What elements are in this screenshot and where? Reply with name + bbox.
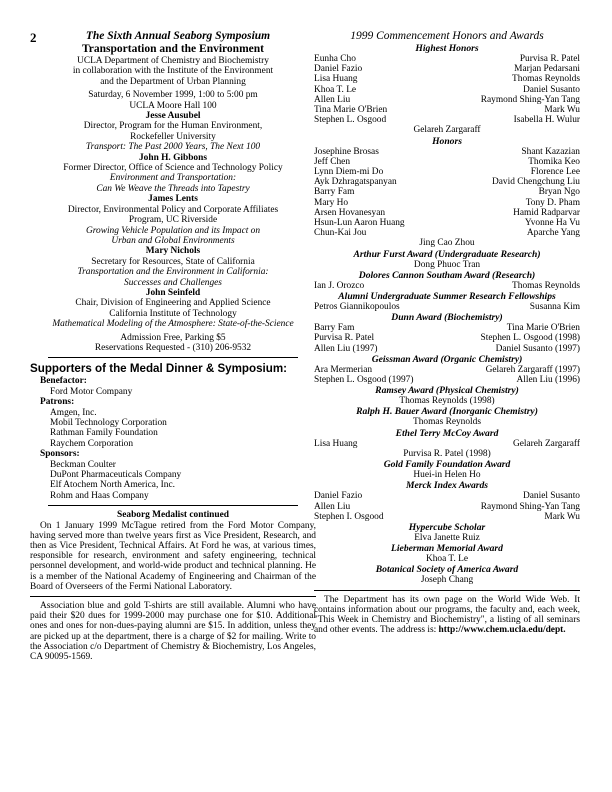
speaker-list bbox=[30, 111, 316, 330]
award-heading: Hypercube Scholar bbox=[408, 521, 486, 533]
talk-title: Successes and Challenges bbox=[124, 277, 222, 288]
honoree-name: Daniel Fazio bbox=[314, 491, 363, 502]
honoree-name: Arsen Hovanesyan bbox=[314, 207, 386, 218]
name-pair-row bbox=[314, 439, 580, 449]
talk-title: Transportation and the Environment in California: bbox=[77, 267, 269, 278]
name-pair-row bbox=[314, 208, 580, 218]
name-pair-row bbox=[314, 54, 580, 64]
right-column bbox=[314, 30, 580, 635]
honoree-name: Jing Cao Zhou bbox=[419, 238, 475, 249]
talk-title: Mathematical Modeling of the Atmosphere: State-of-the-Science bbox=[52, 319, 294, 330]
talk-title: Can We Weave the Threads into Tapestry bbox=[96, 183, 250, 194]
honoree-name: Stephen L. Osgood (1997) bbox=[314, 375, 414, 386]
honoree-name: Chun-Kai Jou bbox=[314, 228, 367, 239]
honoree-name: Gelareh Zargaraff bbox=[413, 125, 481, 136]
name-pair-row bbox=[314, 218, 580, 228]
honoree-name: Eunha Cho bbox=[314, 54, 356, 64]
name-pair-row bbox=[314, 157, 580, 167]
honoree-name: Allen Liu (1997) bbox=[314, 343, 378, 354]
award-heading: Dolores Cannon Southam Award (Research) bbox=[358, 269, 536, 281]
highest-honors-list bbox=[314, 54, 580, 125]
award-heading: Botanical Society of America Award bbox=[375, 564, 519, 576]
honoree-name: Gelareh Zargaraff bbox=[512, 438, 580, 449]
honoree-name: Daniel Susanto (1997) bbox=[495, 343, 580, 354]
honoree-name: Susanna Kim bbox=[529, 302, 580, 313]
name-pair-row bbox=[314, 344, 580, 354]
honoree-name: Thomas Reynolds (1998) bbox=[399, 396, 495, 407]
honoree-name: Khoa T. Le bbox=[425, 554, 469, 565]
name-pair-row bbox=[314, 228, 580, 238]
honoree-name: Allen Liu bbox=[314, 501, 351, 512]
symposium-subtitle: Transportation and the Environment bbox=[81, 43, 264, 55]
honoree-name: Isabella H. Wulur bbox=[513, 115, 580, 126]
speaker-name: Mary Nichols bbox=[145, 246, 201, 257]
name-pair-row bbox=[314, 187, 580, 197]
supporters-list bbox=[30, 376, 316, 501]
highest-honors-heading: Highest Honors bbox=[415, 43, 479, 54]
name-pair-row bbox=[314, 74, 580, 84]
speaker-block bbox=[30, 153, 316, 195]
supporter-category: Patrons: bbox=[40, 397, 75, 408]
name-pair-row bbox=[314, 85, 580, 95]
honoree-name: Raymond Shing-Yan Tang bbox=[480, 501, 580, 512]
honoree-name: Tony D. Pham bbox=[525, 197, 580, 208]
honoree-name: Ian J. Orozco bbox=[314, 280, 365, 291]
supporter-category: Sponsors: bbox=[40, 449, 80, 460]
symposium-title: The Sixth Annual Seaborg Symposium bbox=[85, 30, 271, 42]
honoree-name: Thomas Reynolds bbox=[512, 74, 580, 85]
honoree-name: Raymond Shing-Yan Tang bbox=[480, 94, 580, 105]
speaker-affiliation: Director, Environmental Policy and Corporate Affiliates bbox=[67, 204, 279, 215]
supporter-name: DuPont Pharmaceuticals Company bbox=[50, 470, 182, 481]
honoree-name: Shant Kazazian bbox=[521, 146, 580, 157]
speaker-affiliation: Rockefeller University bbox=[130, 131, 216, 142]
honoree-name: Allen Liu (1996) bbox=[516, 375, 580, 386]
award-heading: Arthur Furst Award (Undergraduate Research) bbox=[353, 248, 541, 260]
honoree-name: Stephen L. Osgood (1998) bbox=[480, 333, 580, 344]
talk-title: Growing Vehicle Population and its Impact on bbox=[85, 225, 261, 236]
name-pair-row bbox=[314, 105, 580, 115]
honoree-name: Daniel Susanto bbox=[522, 491, 580, 502]
website-url: http://www.chem.ucla.edu/dept. bbox=[438, 625, 566, 636]
honoree-name: Joseph Chang bbox=[420, 575, 474, 586]
honoree-name: Huei-in Helen Ho bbox=[413, 470, 481, 481]
honoree-name: David Chengchung Liu bbox=[491, 177, 580, 188]
honoree-name: Khoa T. Le bbox=[314, 84, 357, 95]
honoree-name: Mark Wu bbox=[544, 105, 580, 116]
honoree-name: Ayk Dzhragatspanyan bbox=[314, 177, 397, 188]
honoree-name: Jeff Chen bbox=[314, 156, 351, 167]
name-pair-row bbox=[314, 333, 580, 343]
supporter-name: Elf Atochem North America, Inc. bbox=[50, 480, 175, 491]
name-pair-row bbox=[314, 502, 580, 512]
admission-info: Admission Free, Parking $5 bbox=[120, 332, 226, 343]
award-heading: Ramsey Award (Physical Chemistry) bbox=[375, 385, 519, 397]
divider bbox=[48, 357, 298, 358]
reservation-info: Reservations Requested - (310) 206-9532 bbox=[94, 342, 252, 353]
honoree-name: Petros Giannikopoulos bbox=[314, 302, 400, 313]
honoree-name: Elva Janette Ruiz bbox=[414, 532, 480, 543]
divider bbox=[48, 505, 298, 506]
honoree-name: Purvisa R. Patel bbox=[314, 333, 375, 344]
honoree-name: Stephen I. Osgood bbox=[314, 511, 384, 522]
supporter-name: Rathman Family Foundation bbox=[50, 428, 158, 439]
medalist-heading: Seaborg Medalist continued bbox=[117, 510, 229, 521]
medalist-paragraph: On 1 January 1999 McTague retired from the Ford Motor Company, having served more than twelve years first as Vice President, Research, and then as Vice President, Technical Affairs. At Ford he was, at various times, responsible for research, environment and safety engineering, technical personnel development, and world-wide product and technical planning. He is a member of the National Academy of Engineering and Chairman of the Board of Overseers of the Fermi National Laboratory. bbox=[30, 520, 316, 592]
name-pair-row bbox=[314, 491, 580, 501]
supporter-category: Benefactor: bbox=[40, 376, 87, 387]
honoree-name: Josephine Brosas bbox=[314, 146, 379, 157]
speaker-affiliation: Director, Program for the Human Environment, bbox=[83, 121, 263, 132]
honoree-name: Allen Liu bbox=[314, 94, 351, 105]
honoree-name: Lynn Diem-mi Do bbox=[314, 167, 384, 178]
speaker-block bbox=[30, 111, 316, 153]
supporter-name: Beckman Coulter bbox=[50, 459, 116, 470]
award-heading: Dunn Award (Biochemistry) bbox=[391, 312, 503, 324]
honoree-name: Gelareh Zargaraff (1997) bbox=[485, 364, 580, 375]
left-column bbox=[30, 30, 316, 662]
award-heading: Geissman Award (Organic Chemistry) bbox=[371, 353, 523, 365]
award-heading: Ralph H. Bauer Award (Inorganic Chemistry) bbox=[356, 406, 538, 418]
name-pair-row bbox=[314, 365, 580, 375]
honors-list bbox=[314, 147, 580, 239]
website-text: The Department has its own page on the World Wide Web. It contains information about our programs, the faculty and, each week, "This Week in Chemistry and Biochemistry", a listing of all seminars and other events. The address is: bbox=[314, 594, 580, 636]
honoree-name: Hamid Radparvar bbox=[513, 207, 580, 218]
host-line: and the Department of Urban Planning bbox=[100, 76, 246, 87]
divider bbox=[314, 590, 580, 591]
supporter-name: Ford Motor Company bbox=[50, 386, 133, 397]
name-pair-row bbox=[314, 198, 580, 208]
name-pair-row bbox=[314, 95, 580, 105]
speaker-block bbox=[30, 194, 316, 246]
honoree-name: Tina Marie O'Brien bbox=[314, 105, 388, 116]
honors-title: 1999 Commencement Honors and Awards bbox=[350, 30, 544, 42]
speaker-name: John Seinfeld bbox=[145, 287, 201, 298]
alumni-paragraph: Association blue and gold T-shirts are still available. Alumni who have paid their $20 dues for 1999-2000 may purchase one for $10. Additional ones and ones for non-dues-paying alumni are $15. In addition, unless they are picked up at the department, there is a charge of $2 for mailing. Write to the Association c/o Department of Chemistry & Biochemistry, Los Angeles, CA 90095-1569. bbox=[30, 601, 316, 663]
name-pair-row bbox=[314, 512, 580, 522]
honoree-name: Purvisa R. Patel bbox=[519, 54, 580, 64]
awards-list bbox=[314, 249, 580, 586]
award-heading: Lieberman Memorial Award bbox=[391, 543, 503, 555]
supporter-name: Amgen, Inc. bbox=[50, 407, 97, 418]
honoree-name: Purvisa R. Patel (1998) bbox=[403, 448, 491, 459]
name-pair-row bbox=[314, 64, 580, 74]
honoree-name: Lisa Huang bbox=[314, 438, 358, 449]
award-heading: Alumni Undergraduate Summer Research Fellowships bbox=[338, 291, 556, 303]
award-heading: Gold Family Foundation Award bbox=[383, 459, 511, 471]
name-pair-row bbox=[314, 115, 580, 125]
honoree-name: Tina Marie O'Brien bbox=[506, 323, 580, 334]
honoree-name: Thomas Reynolds bbox=[512, 280, 580, 291]
honoree-name: Yvonne Ha Vu bbox=[524, 218, 580, 229]
honoree-name: Daniel Fazio bbox=[314, 64, 363, 75]
symposium-hosts bbox=[30, 56, 316, 87]
honors-heading: Honors bbox=[432, 135, 462, 147]
honoree-name: Dong Phuoc Tran bbox=[413, 259, 481, 270]
divider bbox=[30, 596, 316, 597]
name-pair-row bbox=[314, 177, 580, 187]
host-line: UCLA Department of Chemistry and Biochemistry bbox=[77, 56, 269, 66]
name-pair-row bbox=[314, 375, 580, 385]
award-heading: Ethel Terry McCoy Award bbox=[395, 427, 499, 439]
speaker-block bbox=[30, 288, 316, 330]
honoree-name: Stephen L. Osgood bbox=[314, 115, 387, 126]
symposium-location: UCLA Moore Hall 100 bbox=[129, 100, 217, 111]
honoree-name: Hsun-Lun Aaron Huang bbox=[314, 218, 405, 229]
supporter-name: Mobil Technology Corporation bbox=[50, 418, 167, 428]
supporter-name: Rohm and Haas Company bbox=[50, 490, 149, 501]
honoree-name: Bryan Ngo bbox=[538, 187, 580, 198]
honoree-name: Daniel Susanto bbox=[522, 84, 580, 95]
symposium-date: Saturday, 6 November 1999, 1:00 to 5:00 pm bbox=[88, 90, 258, 101]
speaker-name: Jesse Ausubel bbox=[145, 111, 201, 122]
page-number: 2 bbox=[30, 30, 37, 45]
honoree-name: Marjan Pedarsani bbox=[514, 64, 580, 75]
talk-title: Transport: The Past 2000 Years, The Next 100 bbox=[85, 142, 261, 153]
speaker-name: John H. Gibbons bbox=[138, 152, 207, 163]
honoree-name: Ara Mermerian bbox=[314, 364, 373, 375]
speaker-affiliation: Program, UC Riverside bbox=[128, 215, 218, 226]
website-paragraph bbox=[314, 595, 580, 636]
talk-title: Environment and Transportation: bbox=[109, 173, 237, 184]
honoree-name: Lisa Huang bbox=[314, 74, 358, 85]
honoree-name: Barry Fam bbox=[314, 323, 355, 334]
speaker-block bbox=[30, 246, 316, 288]
speaker-affiliation: Chair, Division of Engineering and Applied Science bbox=[75, 298, 271, 309]
name-pair-row bbox=[314, 323, 580, 333]
talk-title: Urban and Global Environments bbox=[111, 235, 235, 246]
name-pair-row bbox=[314, 281, 580, 291]
honoree-name: Thomas Reynolds bbox=[413, 417, 481, 428]
honoree-name: Florence Lee bbox=[530, 167, 580, 178]
name-pair-row bbox=[314, 147, 580, 157]
speaker-name: James Lents bbox=[148, 194, 198, 205]
honoree-name: Barry Fam bbox=[314, 187, 355, 198]
honoree-name: Mary Ho bbox=[314, 197, 349, 208]
name-pair-row bbox=[314, 302, 580, 312]
supporters-heading: Supporters of the Medal Dinner & Symposium: bbox=[30, 362, 288, 376]
host-line: in collaboration with the Institute of the Environment bbox=[72, 66, 274, 77]
speaker-affiliation: California Institute of Technology bbox=[109, 308, 237, 319]
speaker-affiliation: Secretary for Resources, State of California bbox=[91, 256, 255, 267]
honoree-name: Aparche Yang bbox=[526, 228, 580, 239]
honoree-name: Thomika Keo bbox=[528, 156, 580, 167]
award-heading: Merck Index Awards bbox=[405, 480, 489, 492]
name-pair-row bbox=[314, 167, 580, 177]
honoree-name: Mark Wu bbox=[544, 511, 580, 522]
speaker-affiliation: Former Director, Office of Science and Technology Policy bbox=[63, 163, 283, 174]
supporter-name: Raychem Corporation bbox=[50, 438, 134, 449]
